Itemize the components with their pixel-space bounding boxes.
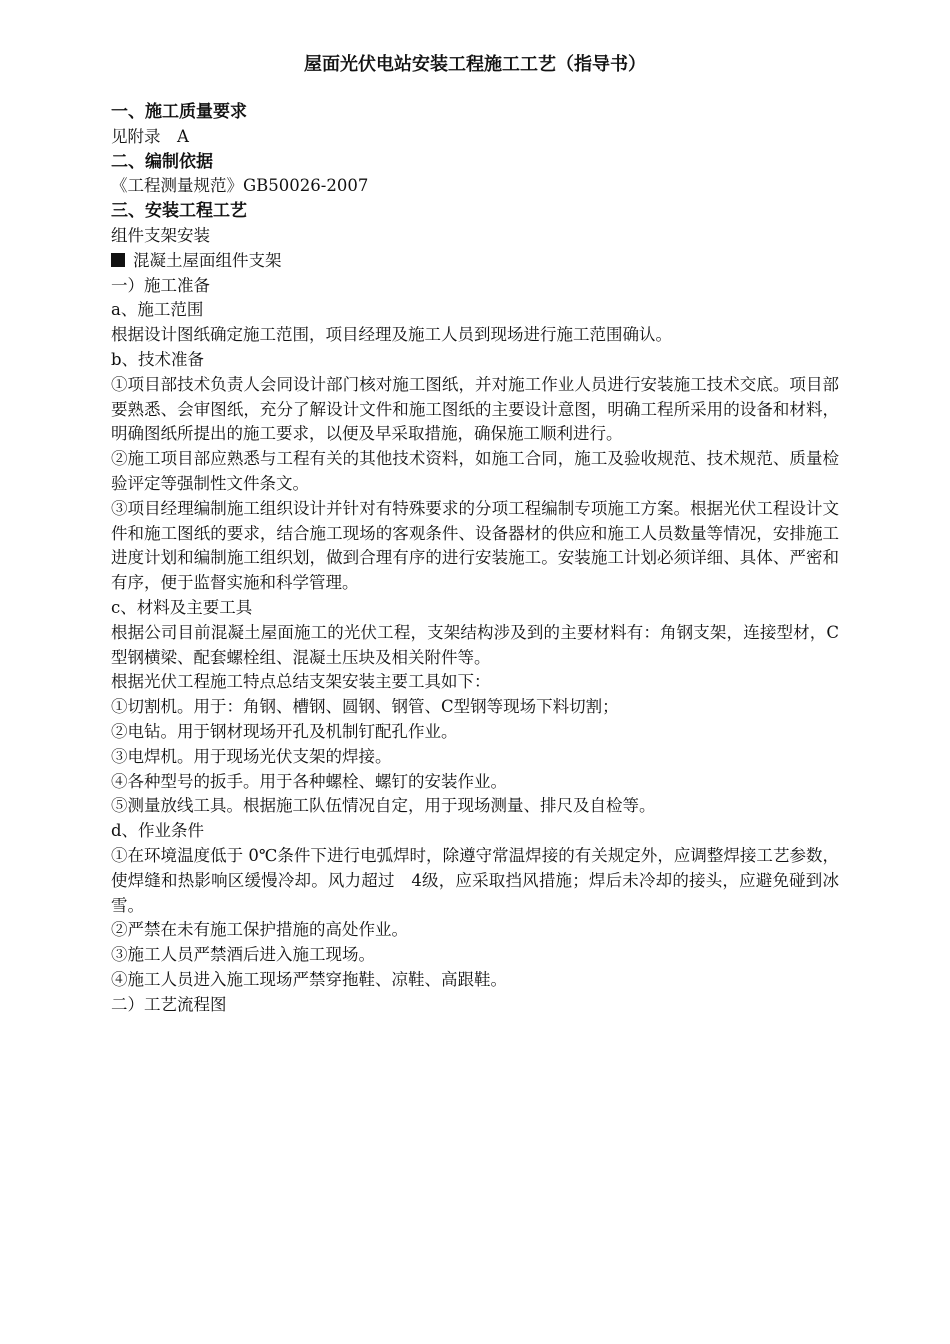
item-title-materials: c、材料及主要工具	[111, 597, 253, 617]
section-text-basis: 《工程测量规范》GB50026-2007	[111, 176, 369, 196]
tool-item-3: ③电焊机。用于现场光伏支架的焊接。	[111, 746, 392, 766]
section-heading-basis: 二、编制依据	[111, 151, 213, 172]
condition-item-4: ④施工人员进入施工现场严禁穿拖鞋、凉鞋、高跟鞋。	[111, 969, 507, 989]
section-heading-process: 三、安装工程工艺	[111, 201, 247, 222]
section-text-quality: 见附录 A	[111, 126, 189, 146]
square-bullet-icon	[111, 253, 125, 267]
tool-item-5: ⑤测量放线工具。根据施工队伍情况自定，用于现场测量、排尺及自检等。	[111, 796, 656, 816]
condition-item-3: ③施工人员严禁酒后进入施工现场。	[111, 945, 375, 965]
item-title-technical: b、技术准备	[111, 349, 205, 369]
item-title-conditions: d、作业条件	[111, 821, 205, 841]
paragraph-technical-2: ②施工项目部应熟悉与工程有关的其他技术资料，如施工合同，施工及验收规范、技术规范、质量检验评定等强制性文件条文。	[111, 449, 839, 493]
bullet-concrete-roof	[111, 249, 839, 274]
paragraph-technical-1: ①项目部技术负责人会同设计部门核对施工图纸，并对施工作业人员进行安装施工技术交底。项目部要熟悉、会审图纸，充分了解设计文件和施工图纸的主要设计意图，明确工程所采用的设备和材料，明确图纸所提出的施工要求，以便及早采取措施，确保施工顺利进行。	[111, 374, 839, 444]
subheading-bracket-install: 组件支架安装	[111, 225, 210, 245]
tool-item-4: ④各种型号的扳手。用于各种螺栓、螺钉的安装作业。	[111, 771, 507, 791]
paragraph-materials-1: 根据公司目前混凝土屋面施工的光伏工程，支架结构涉及到的主要材料有：角钢支架，连接型材，C型钢横梁、配套螺栓组、混凝土压块及相关附件等。	[111, 622, 839, 667]
tool-item-1: ①切割机。用于：角钢、槽钢、圆钢、钢管、C型钢等现场下料切割；	[111, 697, 619, 717]
document-body	[111, 100, 839, 1017]
subheading-flowchart: 二）工艺流程图	[111, 994, 227, 1014]
subheading-preparation: 一）施工准备	[111, 275, 210, 295]
condition-item-2: ②严禁在未有施工保护措施的高处作业。	[111, 920, 408, 940]
paragraph-technical-3: ③项目经理编制施工组织设计并针对有特殊要求的分项工程编制专项施工方案。根据光伏工程设计文件和施工图纸的要求，结合施工现场的客观条件、设备器材的供应和施工人员数量等情况，安排施工进度计划和编制施工组织划，做到合理有序的进行安装施工。安装施工计划必须详细、具体、严密和有序，便于监督实施和科学管理。	[111, 498, 839, 593]
paragraph-materials-2: 根据光伏工程施工特点总结支架安装主要工具如下：	[111, 672, 491, 692]
item-title-scope: a、施工范围	[111, 300, 204, 320]
condition-item-1: ①在环境温度低于 0℃条件下进行电弧焊时，除遵守常温焊接的有关规定外，应调整焊接工艺参数，使焊缝和热影响区缓慢冷却。风力超过 4级，应采取挡风措施；焊后未冷却的接头，应避免碰到冰雪。	[111, 845, 839, 915]
section-heading-quality: 一、施工质量要求	[111, 102, 247, 122]
bullet-concrete-roof-label: 混凝土屋面组件支架	[133, 250, 282, 270]
document-title: 屋面光伏电站安装工程施工工艺（指导书）	[304, 54, 646, 75]
tool-item-2: ②电钻。用于钢材现场开孔及机制钉配孔作业。	[111, 721, 458, 741]
paragraph-scope: 根据设计图纸确定施工范围，项目经理及施工人员到现场进行施工范围确认。	[111, 325, 672, 345]
